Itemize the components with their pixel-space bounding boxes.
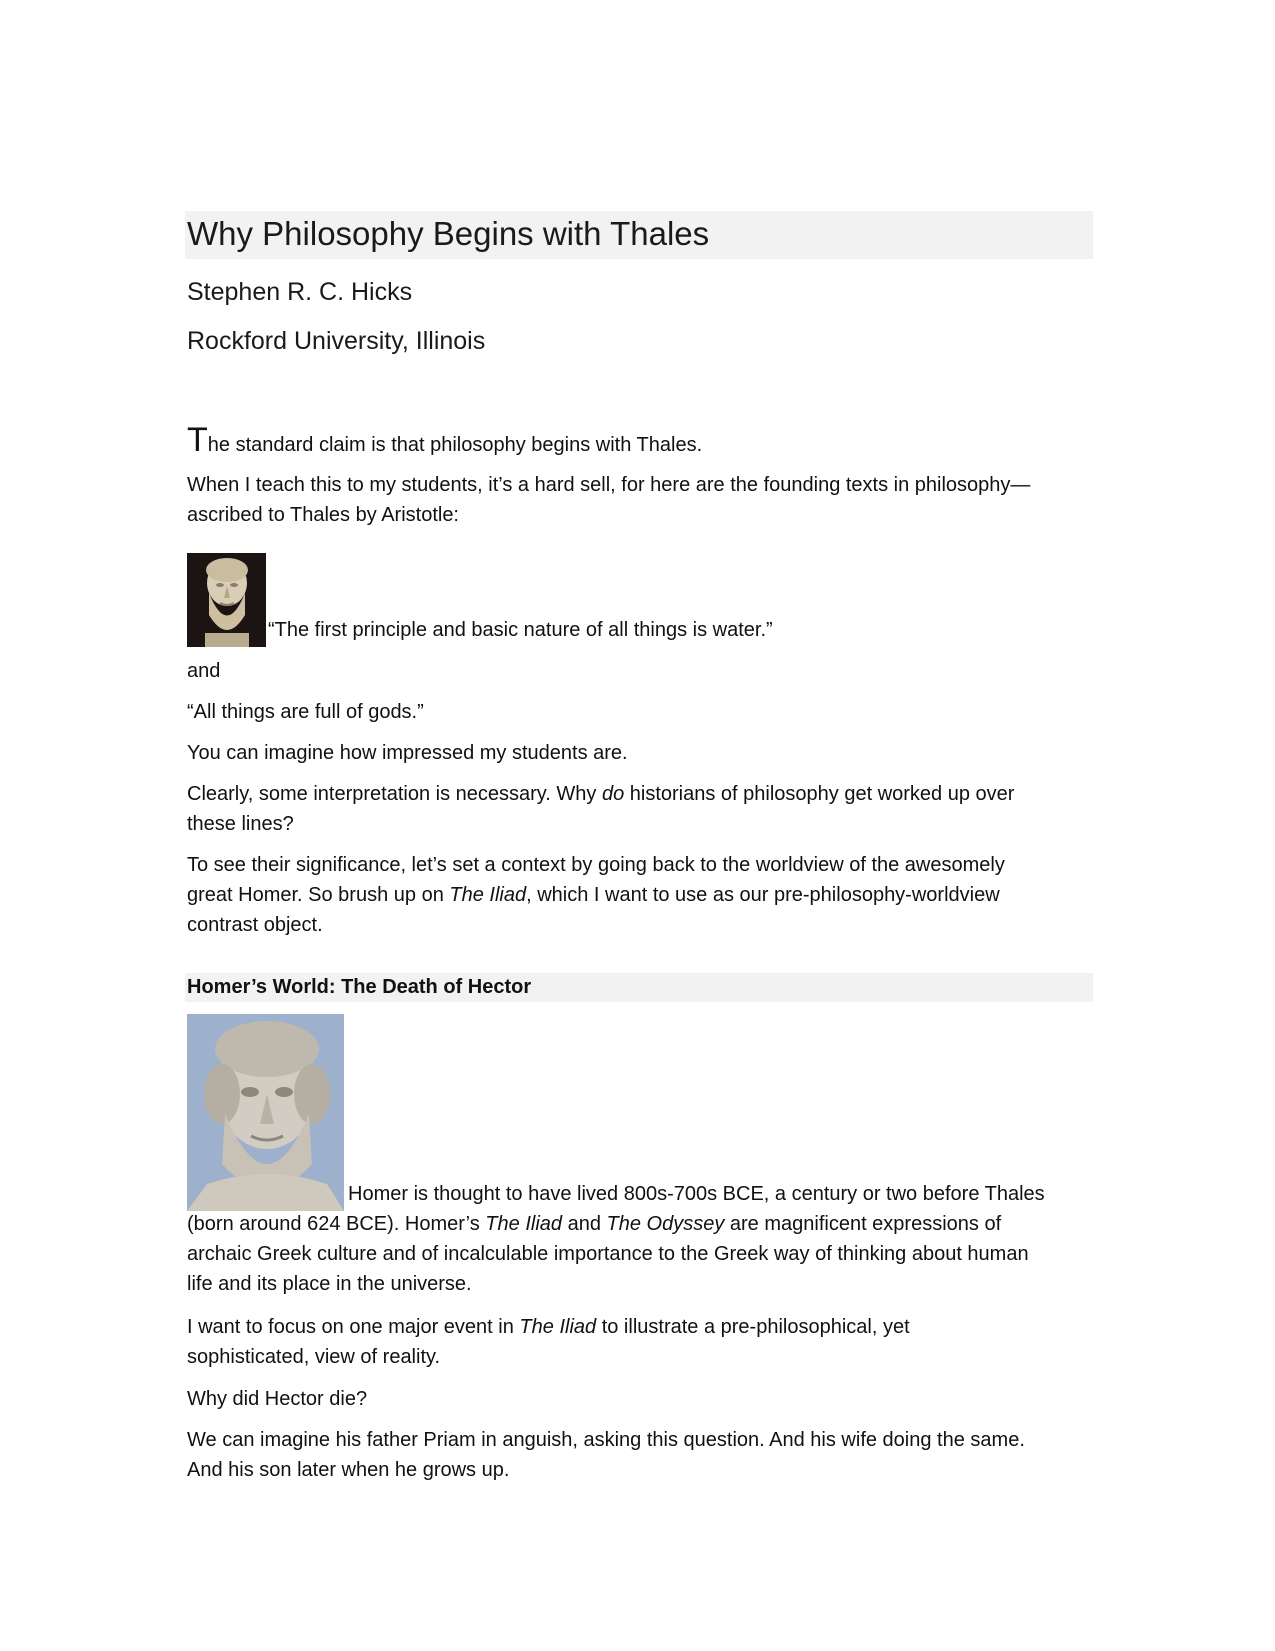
book-title: The Iliad	[485, 1213, 563, 1235]
text-run: to illustrate a pre-philosophical, yet	[596, 1316, 910, 1338]
text-run: are magnificent expressions of	[724, 1213, 1002, 1235]
text-run: , which I want to use as our pre-philosophy-worldview	[526, 884, 1000, 906]
section-heading: Homer’s World: The Death of Hector	[187, 976, 532, 998]
paragraph-line	[187, 880, 1087, 910]
author-name: Stephen R. C. Hicks	[187, 278, 413, 306]
homer-bust-image	[187, 1014, 344, 1211]
book-title: The Iliad	[519, 1316, 597, 1338]
book-title: The Iliad	[449, 884, 527, 906]
paragraph-line: life and its place in the universe.	[187, 1273, 472, 1295]
text-run: great Homer. So brush up on	[187, 884, 450, 906]
paragraph-line: Homer is thought to have lived 800s-700s BCE, a century or two before Thales	[348, 1183, 1045, 1205]
emphasis-text: do	[601, 783, 625, 805]
paragraph-line: You can imagine how impressed my students are.	[187, 742, 628, 764]
thales-bust-image	[187, 553, 266, 647]
paragraph-line	[187, 1312, 1087, 1342]
paragraph-opening	[187, 421, 1087, 460]
text-run: historians of philosophy get worked up over	[624, 783, 1015, 805]
thales-quote-gods: “All things are full of gods.”	[187, 701, 424, 723]
opening-text: he standard claim is that philosophy begins with Thales.	[207, 434, 703, 456]
text-run: I want to focus on one major event in	[187, 1316, 520, 1338]
paragraph-line: archaic Greek culture and of incalculable importance to the Greek way of thinking about human	[187, 1243, 1029, 1265]
paragraph-line: Why did Hector die?	[187, 1388, 368, 1410]
paragraph-line: contrast object.	[187, 914, 323, 936]
text-run: (born around 624 BCE). Homer’s	[187, 1213, 486, 1235]
drop-cap-letter: T	[187, 421, 208, 459]
homer-bust-icon	[187, 1014, 344, 1211]
thales-bust-icon	[187, 553, 266, 647]
text-run: Clearly, some interpretation is necessary. Why	[187, 783, 602, 805]
paragraph-line	[187, 779, 1087, 809]
paragraph-line: these lines?	[187, 813, 294, 835]
text-run: and	[562, 1213, 607, 1235]
paragraph-line: We can imagine his father Priam in anguish, asking this question. And his wife doing the same.	[187, 1429, 1025, 1451]
document-title: Why Philosophy Begins with Thales	[187, 215, 710, 252]
thales-quote-water: “The first principle and basic nature of all things is water.”	[268, 619, 773, 641]
paragraph-line: To see their significance, let’s set a context by going back to the worldview of the awesomely	[187, 854, 1005, 876]
paragraph-line: When I teach this to my students, it’s a hard sell, for here are the founding texts in philosophy—	[187, 474, 1031, 496]
paragraph-line: ascribed to Thales by Aristotle:	[187, 504, 459, 526]
paragraph-line: sophisticated, view of reality.	[187, 1346, 441, 1368]
conjunction-text: and	[187, 660, 221, 682]
author-affiliation: Rockford University, Illinois	[187, 327, 486, 355]
book-title: The Odyssey	[606, 1213, 725, 1235]
paragraph-line: And his son later when he grows up.	[187, 1459, 510, 1481]
paragraph-line	[187, 1209, 1087, 1239]
